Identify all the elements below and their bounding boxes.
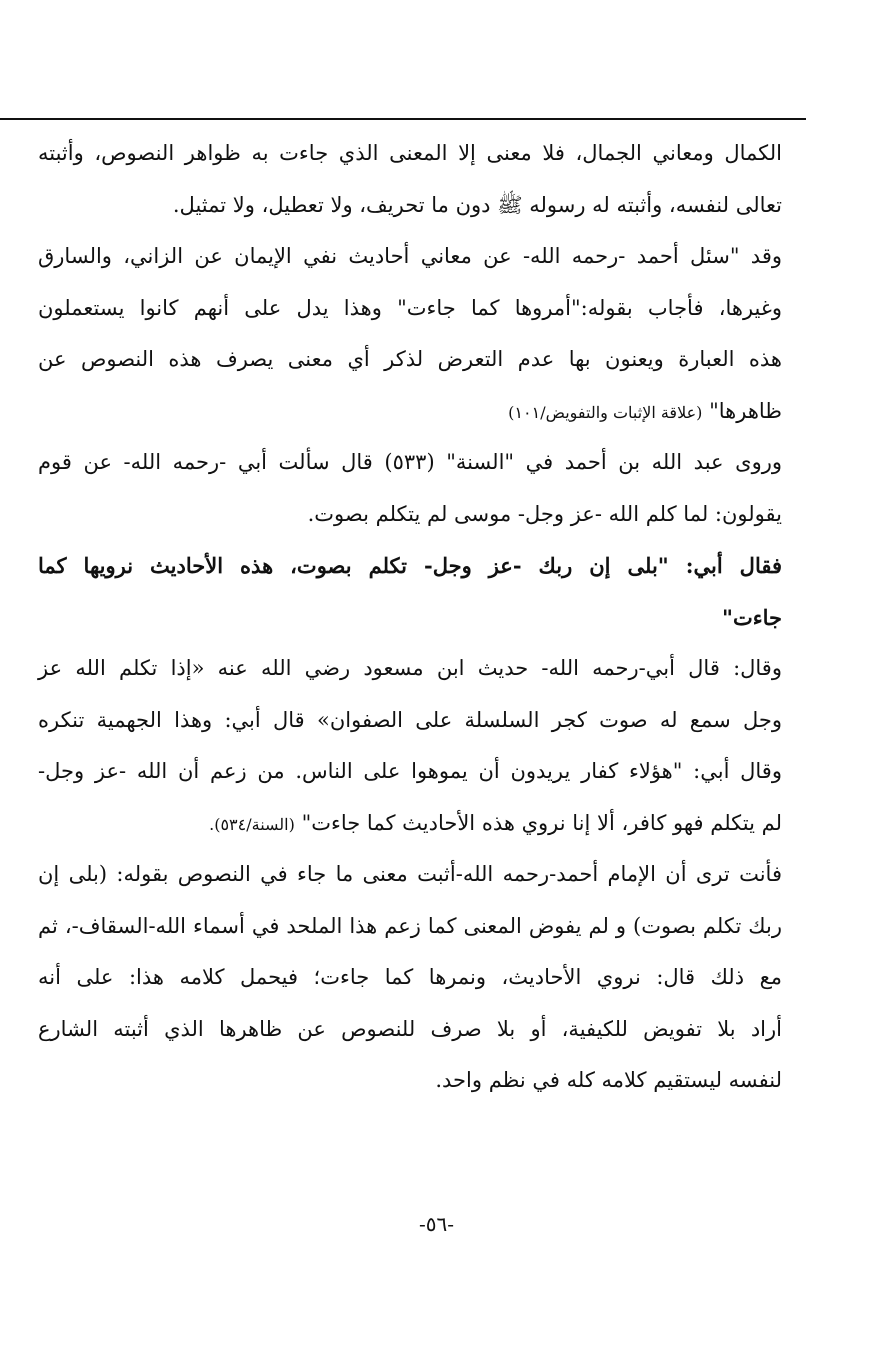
body-text <box>38 128 782 1107</box>
text-line <box>38 952 782 1004</box>
text-line <box>38 540 782 592</box>
text-line <box>38 901 782 953</box>
text-line <box>38 489 782 541</box>
text-line-content: هذه العبارة ويعنون بها عدم التعرض لذكر أي معنى يصرف هذه النصوص عن <box>38 347 782 371</box>
text-line-content: جاءت" <box>722 604 782 630</box>
text-line-content: أراد بلا تفويض للكيفية، أو بلا صرف للنصوص عن ظاهرها الذي أثبته الشارع <box>38 1016 782 1041</box>
text-line-content: وقال: قال أبي-رحمه الله- حديث ابن مسعود رضي الله عنه «إذا تكلم الله عز <box>38 656 782 680</box>
text-line <box>38 180 782 232</box>
text-line-content: ربك تكلم بصوت) و لم يفوض المعنى كما زعم هذا الملحد في أسماء الله-السقاف-، ثم <box>38 913 782 938</box>
text-line-content: وغيرها، فأجاب بقوله:"أمروها كما جاءت" وهذا يدل على أنهم كانوا يستعملون <box>38 295 782 320</box>
text-line <box>38 1055 782 1107</box>
header-rule <box>0 118 806 120</box>
text-line-content: وقال أبي: "هؤلاء كفار يريدون أن يموهوا على الناس. من زعم أن الله -عز وجل- <box>38 759 782 783</box>
text-line-content: ظاهرها" <box>709 398 782 423</box>
text-line-content: وقد "سئل أحمد -رحمه الله- عن معاني أحاديث نفي الإيمان عن الزاني، والسارق <box>38 244 782 268</box>
text-line-content: الكمال ومعاني الجمال، فلا معنى إلا المعنى الذي جاءت به ظواهر النصوص، وأثبته <box>38 141 782 165</box>
text-line-content: يقولون: لما كلم الله -عز وجل- موسى لم يتكلم بصوت. <box>307 501 782 526</box>
text-line-content: فقال أبي: "بلى إن ربك -عز وجل- تكلم بصوت، هذه الأحاديث نرويها كما <box>38 553 782 578</box>
text-line-content: لم يتكلم فهو كافر، ألا إنا نروي هذه الأحاديث كما جاءت" <box>301 810 782 835</box>
text-line <box>38 643 782 695</box>
text-line <box>38 695 782 747</box>
text-line-content: مع ذلك قال: نروي الأحاديث، ونمرها كما جاءت؛ فيحمل كلامه هذا: على أنه <box>38 965 782 989</box>
text-line-content: وجل سمع له صوت كجر السلسلة على الصفوان» قال أبي: وهذا الجهمية تنكره <box>38 707 782 732</box>
page-number: -٥٦- <box>418 1212 454 1236</box>
text-line-content: تعالى لنفسه، وأثبته له رسوله ﷺ دون ما تحريف، ولا تعطيل، ولا تمثيل. <box>172 192 782 217</box>
text-line <box>38 128 782 180</box>
text-line <box>38 849 782 901</box>
text-line <box>38 798 782 850</box>
text-line <box>38 437 782 489</box>
citation: (علاقة الإثبات والتفويض/١٠١) <box>508 402 703 422</box>
text-line <box>38 592 782 644</box>
text-line <box>38 386 782 438</box>
text-line <box>38 283 782 335</box>
text-line-content: وروى عبد الله بن أحمد في "السنة" (٥٣٣) قال سألت أبي -رحمه الله- عن قوم <box>38 450 782 474</box>
text-line <box>38 1004 782 1056</box>
text-line <box>38 231 782 283</box>
text-line-content: لنفسه ليستقيم كلامه كله في نظم واحد. <box>435 1068 782 1092</box>
text-line <box>38 334 782 386</box>
text-line <box>38 746 782 798</box>
citation: (السنة/٥٣٤). <box>209 814 295 834</box>
text-line-content: فأنت ترى أن الإمام أحمد-رحمه الله-أثبت معنى ما جاء في النصوص بقوله: (بلى إن <box>38 862 782 886</box>
